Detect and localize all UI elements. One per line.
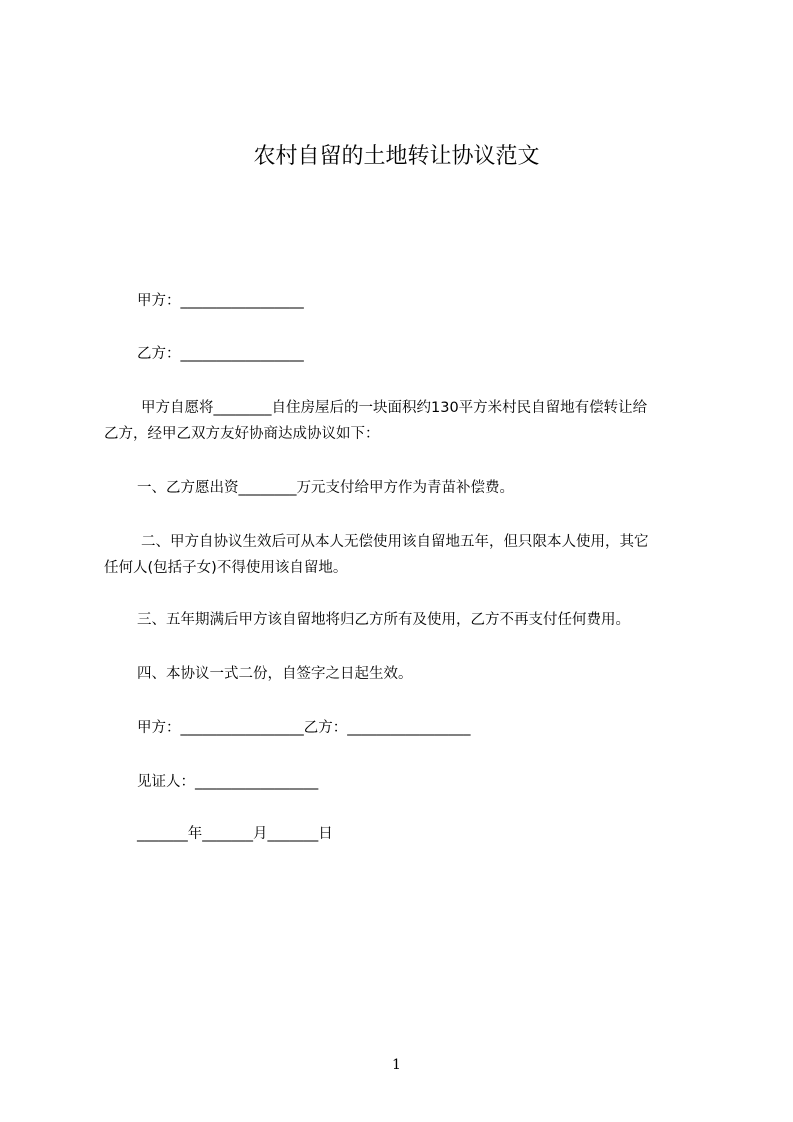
clause-3: 三、五年期满后甲方该自留地将归乙方所有及使用，乙方不再支付任何费用。 — [137, 612, 630, 628]
intro-line-1: 甲方自愿将________自住房屋后的一块面积约130平方米村民自留地有偿转让给 — [141, 400, 648, 416]
document-title: 农村自留的土地转让协议范文 — [253, 144, 540, 169]
date-line: _______年_______月_______日 — [137, 826, 333, 842]
clause-2-line-1: 二、甲方自协议生效后可从本人无偿使用该自留地五年，但只限本人使用，其它 — [141, 534, 649, 550]
clause-1: 一、乙方愿出资________万元支付给甲方作为青苗补偿费。 — [137, 480, 514, 496]
signature-line: 甲方：_________________乙方：_________________ — [137, 720, 471, 736]
page-number: 1 — [392, 1057, 401, 1073]
clause-4: 四、本协议一式二份，自签字之日起生效。 — [137, 666, 413, 682]
witness-line: 见证人：_________________ — [137, 774, 319, 790]
party-a-line: 甲方：_________________ — [137, 293, 304, 309]
intro-line-2: 乙方，经甲乙双方友好协商达成协议如下： — [104, 426, 380, 442]
clause-2-line-2: 任何人(包括子女)不得使用该自留地。 — [104, 560, 348, 576]
party-b-line: 乙方：_________________ — [137, 346, 304, 362]
